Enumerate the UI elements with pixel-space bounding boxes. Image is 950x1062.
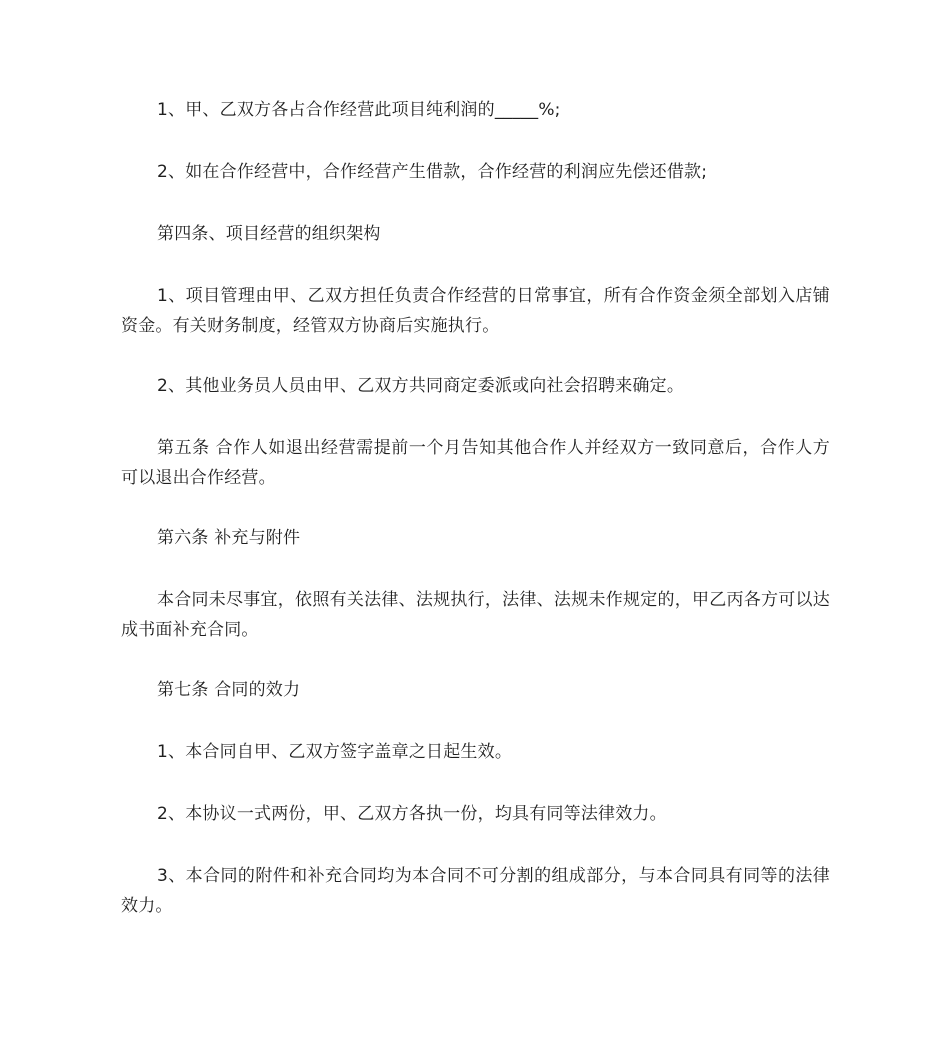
clause-copies: 2、本协议一式两份，甲、乙双方各执一份，均具有同等法律效力。 — [157, 804, 667, 824]
article-6-heading: 第六条 补充与附件 — [157, 528, 301, 548]
article-4-heading: 第四条、项目经营的组织架构 — [157, 224, 381, 244]
clause-attachments: 3、本合同的附件和补充合同均为本合同不可分割的组成部分，与本合同具有同等的法律效力。 — [121, 866, 830, 916]
document-body — [121, 95, 830, 951]
clause-supplement: 本合同未尽事宜，依照有关法律、法规执行，法律、法规未作规定的，甲乙丙各方可以达成书面补充合同。 — [121, 590, 830, 640]
clause-effective-date: 1、本合同自甲、乙双方签字盖章之日起生效。 — [157, 742, 513, 762]
clause-loan-repayment: 2、如在合作经营中，合作经营产生借款，合作经营的利润应先偿还借款; — [157, 162, 708, 182]
article-7-heading: 第七条 合同的效力 — [157, 680, 301, 700]
clause-staffing: 2、其他业务员人员由甲、乙双方共同商定委派或向社会招聘来确定。 — [157, 376, 685, 396]
clause-profit-share: 1、甲、乙双方各占合作经营此项目纯利润的_____%; — [157, 100, 561, 120]
clause-management: 1、项目管理由甲、乙双方担任负责合作经营的日常事宜，所有合作资金须全部划入店铺资金。有关财务制度，经管双方协商后实施执行。 — [121, 286, 830, 336]
article-5-withdrawal: 第五条 合作人如退出经营需提前一个月告知其他合作人并经双方一致同意后，合作人方可以退出合作经营。 — [121, 438, 830, 488]
